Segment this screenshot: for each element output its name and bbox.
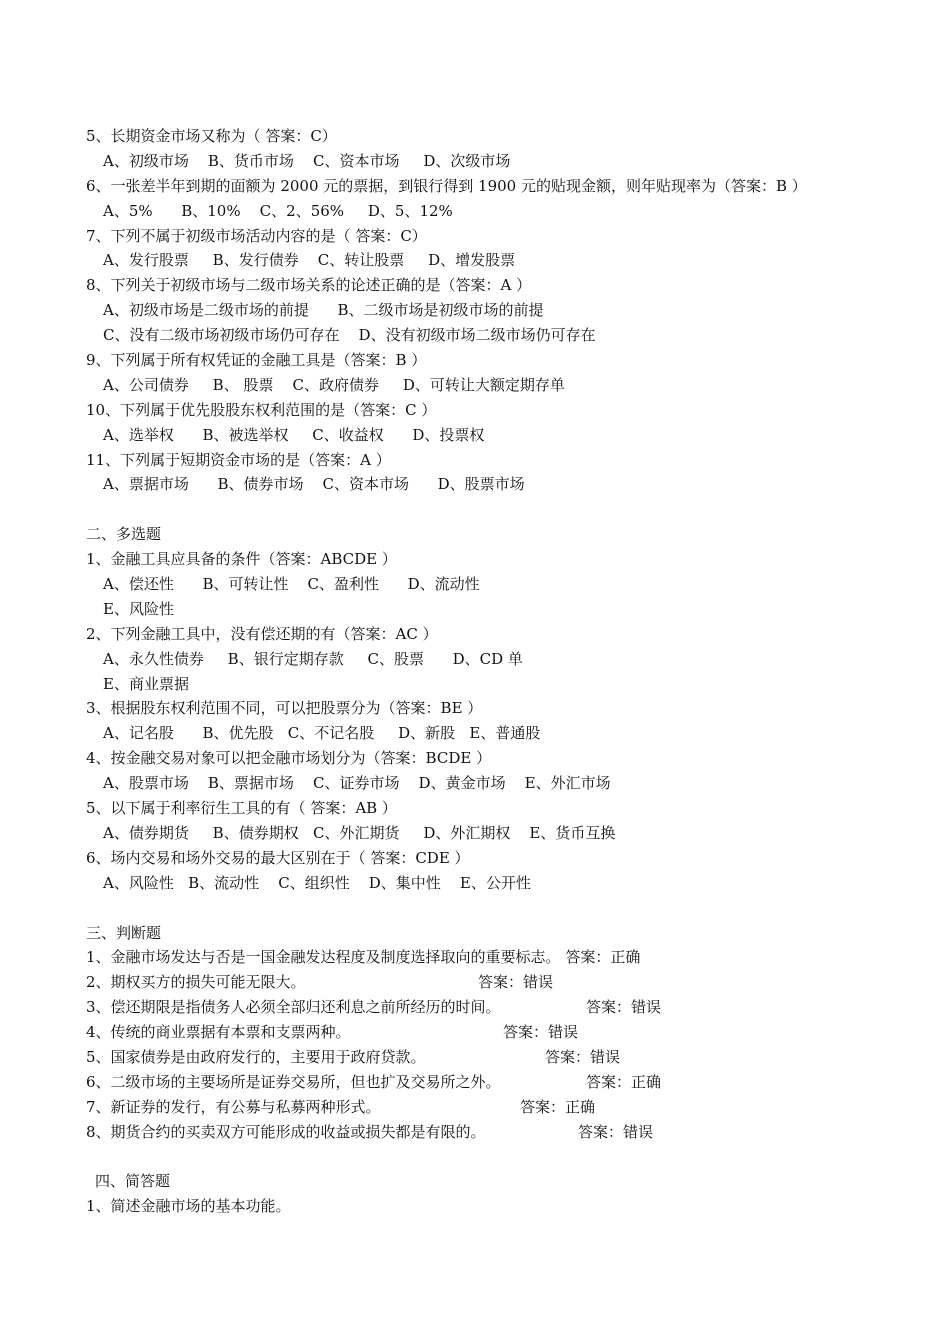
question-text: 1、金融工具应具备的条件（答案：ABCDE ） bbox=[86, 550, 397, 569]
answer-text: 答案：正确 bbox=[520, 1097, 596, 1116]
true-false-item bbox=[86, 1020, 926, 1045]
answer-options: A、偿还性 B、可转让性 C、盈利性 D、流动性 bbox=[103, 575, 480, 594]
true-false-item bbox=[86, 1095, 926, 1120]
answer-options: C、没有二级市场初级市场仍可存在 D、没有初级市场二级市场仍可存在 bbox=[103, 326, 596, 345]
statement-text: 8、期货合约的买卖双方可能形成的收益或损失都是有限的。 bbox=[86, 1122, 486, 1141]
answer-text: 答案：错误 bbox=[503, 1023, 579, 1042]
short-answer-section bbox=[86, 1169, 926, 1219]
answer-options: E、风险性 bbox=[103, 599, 174, 618]
answer-options: A、发行股票 B、发行债券 C、转让股票 D、增发股票 bbox=[103, 251, 516, 270]
question-text: 6、一张差半年到期的面额为 2000 元的票据，到银行得到 1900 元的贴现金额，则年贴现率为（答案：B ） bbox=[86, 176, 807, 195]
question-text: 1、简述金融市场的基本功能。 bbox=[86, 1197, 291, 1216]
section-title: 二、多选题 bbox=[86, 525, 162, 544]
question-text: 9、下列属于所有权凭证的金融工具是（答案：B ） bbox=[86, 351, 427, 370]
answer-text: 答案：错误 bbox=[578, 1122, 654, 1141]
true-false-item bbox=[86, 970, 926, 995]
statement-text: 6、二级市场的主要场所是证券交易所，但也扩及交易所之外。 bbox=[86, 1072, 501, 1091]
single-choice-section bbox=[86, 124, 926, 497]
answer-options: A、票据市场 B、债券市场 C、资本市场 D、股票市场 bbox=[103, 475, 525, 494]
answer-options: A、永久性债券 B、银行定期存款 C、股票 D、CD 单 bbox=[103, 649, 523, 668]
statement-text: 4、传统的商业票据有本票和支票两种。 bbox=[86, 1023, 351, 1042]
section-title: 三、判断题 bbox=[86, 923, 162, 942]
true-false-item bbox=[86, 945, 926, 970]
answer-options: E、商业票据 bbox=[103, 674, 189, 693]
question-text: 4、按金融交易对象可以把金融市场划分为（答案：BCDE ） bbox=[86, 749, 492, 768]
answer-text: 答案：正确 bbox=[586, 1072, 662, 1091]
answer-text: 答案：错误 bbox=[586, 998, 662, 1017]
true-false-section bbox=[86, 921, 926, 1145]
true-false-item bbox=[86, 995, 926, 1020]
question-text: 7、下列不属于初级市场活动内容的是（ 答案：C） bbox=[86, 226, 427, 245]
spacer bbox=[86, 1145, 926, 1170]
answer-options: A、公司债券 B、 股票 C、政府债券 D、可转让大额定期存单 bbox=[103, 375, 565, 394]
question-text: 8、下列关于初级市场与二级市场关系的论述正确的是（答案：A ） bbox=[86, 276, 532, 295]
statement-text: 1、金融市场发达与否是一国金融发达程度及制度选择取向的重要标志。 bbox=[86, 948, 561, 967]
statement-text: 5、国家债券是由政府发行的，主要用于政府贷款。 bbox=[86, 1047, 426, 1066]
answer-options: A、初级市场 B、货币市场 C、资本市场 D、次级市场 bbox=[103, 151, 511, 170]
question-text: 11、下列属于短期资金市场的是（答案：A ） bbox=[86, 450, 391, 469]
answer-options: A、记名股 B、优先股 C、不记名股 D、新股 E、普通股 bbox=[103, 724, 541, 743]
spacer bbox=[86, 497, 926, 522]
question-text: 10、下列属于优先股股东权利范围的是（答案：C ） bbox=[86, 400, 437, 419]
answer-text: 答案：错误 bbox=[545, 1047, 621, 1066]
section-title: 四、简答题 bbox=[95, 1172, 171, 1191]
answer-options: A、选举权 B、被选举权 C、收益权 D、投票权 bbox=[103, 425, 485, 444]
question-text: 3、根据股东权利范围不同，可以把股票分为（答案：BE ） bbox=[86, 699, 483, 718]
answer-options: A、风险性 B、流动性 C、组织性 D、集中性 E、公开性 bbox=[103, 873, 531, 892]
answer-options: A、初级市场是二级市场的前提 B、二级市场是初级市场的前提 bbox=[103, 301, 544, 320]
spacer bbox=[86, 896, 926, 921]
question-text: 6、场内交易和场外交易的最大区别在于（ 答案：CDE ） bbox=[86, 848, 470, 867]
multi-choice-section bbox=[86, 522, 926, 895]
question-text: 5、以下属于利率衍生工具的有（ 答案：AB ） bbox=[86, 799, 397, 818]
statement-text: 2、期权买方的损失可能无限大。 bbox=[86, 973, 306, 992]
statement-text: 7、新证券的发行，有公募与私募两种形式。 bbox=[86, 1097, 381, 1116]
answer-options: A、5% B、10% C、2、56% D、5、12% bbox=[103, 201, 453, 220]
answer-text: 答案：错误 bbox=[478, 973, 554, 992]
answer-options: A、股票市场 B、票据市场 C、证券市场 D、黄金市场 E、外汇市场 bbox=[103, 774, 611, 793]
answer-options: A、债券期货 B、债券期权 C、外汇期货 D、外汇期权 E、货币互换 bbox=[103, 823, 616, 842]
answer-text: 答案：正确 bbox=[560, 948, 641, 967]
document-body bbox=[86, 124, 926, 1219]
statement-text: 3、偿还期限是指债务人必须全部归还利息之前所经历的时间。 bbox=[86, 998, 501, 1017]
question-text: 2、下列金融工具中，没有偿还期的有（答案：AC ） bbox=[86, 624, 438, 643]
true-false-item bbox=[86, 1070, 926, 1095]
true-false-item bbox=[86, 1045, 926, 1070]
true-false-item bbox=[86, 1120, 926, 1145]
question-text: 5、长期资金市场又称为（ 答案：C） bbox=[86, 127, 337, 145]
